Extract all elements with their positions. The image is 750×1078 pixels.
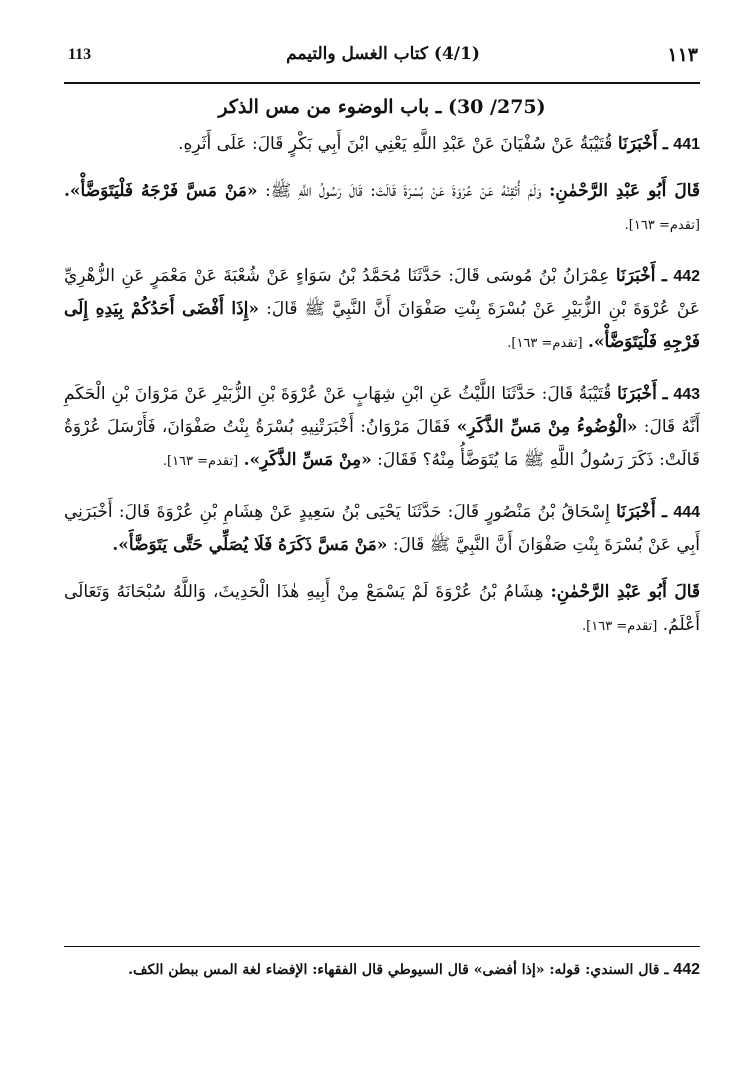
hadith-body-continued: فَقَالَ مَرْوَانُ: أَخْبَرَتْنِيهِ بُسْرَةُ بِنْتُ صَفْوَانَ، فَأَرْسَلَ عُرْوَةُ قَالَتْ: ذَكَرَ رَسُولُ اللَّهِ ﷺ مَا يُتَوَضَّأُ مِنْهُ؟ فَقَالَ: [64,417,700,470]
commentary-abu-abdurrahman-1 [64,175,700,242]
hadith-intro: أَخْبَرَنَا [617,384,657,404]
main-text [64,92,700,661]
page-number-latin: 113 [68,46,92,63]
hadith-443 [64,378,700,478]
footnote-text-after: قال السيوطي قال الفقهاء: الإفضاء لغة المس ببطن الكف. [128,962,469,978]
hadith-441 [64,128,700,161]
hadith-intro: أَخْبَرَنَا [617,134,658,154]
footnote-442 [64,957,700,983]
hadith-444 [64,496,700,562]
page-number-arabic: ١١٣ [667,44,698,66]
footnote-divider [64,946,700,947]
hadith-body: قُتَيْبَةُ قَالَ: حَدَّثَنَا اللَّيْثُ عَنِ ابْنِ شِهَابٍ عَنْ عُرْوَةَ بْنِ الزُّبَيْرِ عَنْ مَرْوَانَ بْنِ الْحَكَمِ أَنَّهُ قَالَ: [64,384,701,437]
page-header [68,44,698,72]
hadith-dash: ـ [661,266,667,286]
footnote-text-before: ـ قال السندي: قوله: [549,962,669,978]
hadith-dash: ـ [662,502,668,522]
cross-reference: [تقدم= ١٦٣]. [507,336,583,351]
hadith-number: 441 [673,136,700,153]
commentary-body: هِشَامُ بْنُ عُرْوَةَ لَمْ يَسْمَعْ مِنْ أَبِيهِ هٰذَا الْحَدِيثَ، وَاللَّهُ سُبْحَانَهُ وَتَعَالَى أَعْلَمُ. [64,582,700,635]
hadith-body: إِسْحَاقُ بْنُ مَنْصُورٍ قَالَ: حَدَّثَنَا يَحْيَى بْنُ سَعِيدٍ عَنْ هِشَامِ بْنِ عُرْوَةَ قَالَ: أَخْبَرَنِي أَبِي عَنْ بُسْرَةَ بِنْتِ صَفْوَانَ أَنَّ النَّبِيَّ ﷺ قَالَ: [64,502,700,555]
hadith-matn: «مَنْ مَسَّ ذَكَرَهُ فَلَا يُصَلِّي حَتَّى يَتَوَضَّأَ». [112,535,388,555]
running-title: (4/1) كتاب الغسل والتيمم [286,44,480,64]
hadith-dash: ـ [662,134,668,154]
commentary-body: وَلَمْ أُتْقِنْهُ عَنْ عُرْوَةَ عَنْ بُسْرَةَ قَالَتْ: قَالَ رَسُولُ اللَّهِ ﷺ: [265,181,542,201]
header-divider [64,82,700,84]
hadith-matn-second: «مِنْ مَسِّ الذَّكَرِ». [243,450,372,470]
hadith-body: قُتَيْبَةُ عَنْ سُفْيَانَ عَنْ عَبْدِ اللَّهِ يَعْنِي ابْنَ أَبِي بَكْرٍ قَالَ: عَلَى أَثَرِهِ. [178,134,613,154]
hadith-body: عِمْرَانُ بْنُ مُوسَى قَالَ: حَدَّثَنَا مُحَمَّدُ بْنُ سَوَاءٍ عَنْ شُعْبَةَ عَنْ مَعْمَرٍ عَنِ الزُّهْرِيِّ عَنْ عُرْوَةَ بْنِ الزُّبَيْرِ عَنْ بُسْرَةَ بِنْتِ صَفْوَانَ أَنَّ النَّبِيَّ ﷺ قَالَ: [64,266,701,319]
cross-reference: [تقدم= ١٦٣]. [624,218,700,233]
hadith-matn: «إِذَا أَفْضَى أَحَدُكُمْ بِيَدِهِ إِلَى فَرْجِهِ فَلْيَتَوَضَّأْ». [64,299,700,352]
footnote-number: 442 [673,961,700,978]
hadith-dash: ـ [662,384,668,404]
hadith-number: 444 [673,504,701,521]
hadith-intro: أَخْبَرَنَا [616,502,656,522]
commentary-abu-abdurrahman-2 [64,576,700,643]
commentary-speaker: قَالَ أَبُو عَبْدِ الرَّحْمٰنِ: [549,181,701,201]
commentary-speaker: قَالَ أَبُو عَبْدِ الرَّحْمٰنِ: [550,582,700,602]
chapter-title: (275/ 30) ـ باب الوضوء من مس الذكر [218,96,546,118]
footnote-quote: «إذا أفضى» [473,962,545,978]
cross-reference: [تقدم= ١٦٣]. [582,619,658,634]
hadith-442 [64,260,700,360]
cross-reference: [تقدم= ١٦٣]. [162,454,239,469]
hadith-matn: «مَنْ مَسَّ فَرْجَهُ فَلْيَتَوَضَّأْ». [64,181,258,201]
hadith-matn: «الْوُضُوءُ مِنْ مَسِّ الذَّكَرِ» [456,417,638,437]
hadith-intro: أَخْبَرَنَا [615,266,656,286]
hadith-number: 442 [673,268,701,285]
hadith-number: 443 [673,386,701,403]
